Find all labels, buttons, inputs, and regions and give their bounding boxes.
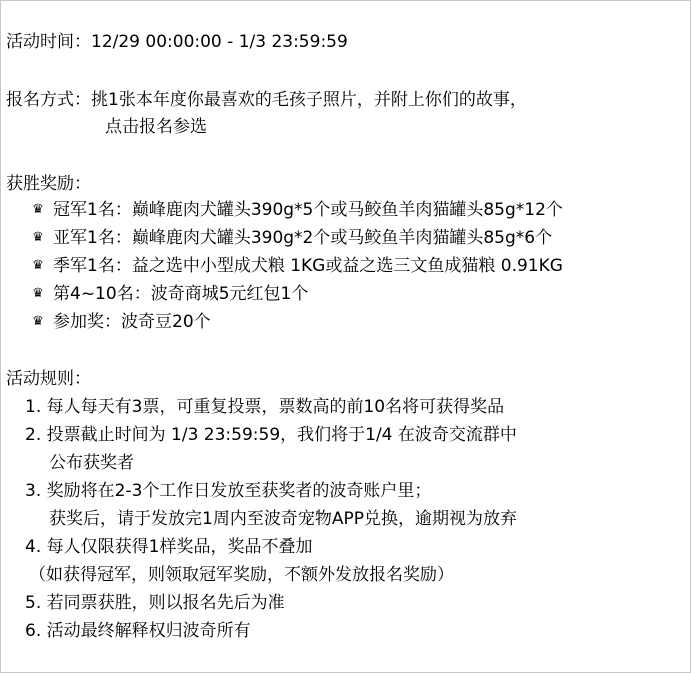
reward-item-text: 第4~10名：波奇商城5元红包1个 [53,284,309,304]
crown-icon: ♛ [32,202,44,217]
rewards-heading: 获胜奖励： [6,174,91,194]
signup-line [6,89,527,111]
rule-line: （如获得冠军，则领取冠军奖励，不额外发放报名奖励） [29,565,454,585]
rule-line: 公布获奖者 [49,453,134,473]
rule-line: 4. 每人仅限获得1样奖品，奖品不叠加 [25,537,313,557]
signup-text-line2: 点击报名参选 [105,117,207,137]
rules-heading: 活动规则： [6,369,91,389]
rule-line: 获奖后，请于发放完1周内至波奇宠物APP兑换，逾期视为放弃 [49,509,517,529]
reward-item-text: 季军1名：益之选中小型成犬粮 1KG或益之选三文鱼成猫粮 0.91KG [53,256,563,276]
reward-item-text: 冠军1名：巅峰鹿肉犬罐头390g*5个或马鲛鱼羊肉猫罐头85g*12个 [53,200,563,220]
signup-text-line1: 挑1张本年度你最喜欢的毛孩子照片，并附上你们的故事， [91,90,527,110]
signup-label: 报名方式： [6,90,91,110]
crown-icon: ♛ [32,230,44,245]
rule-line: 3. 奖励将在2-3个工作日发放至获奖者的波奇账户里； [25,481,432,501]
crown-icon: ♛ [32,286,44,301]
activity-time-value: 12/29 00:00:00 - 1/3 23:59:59 [91,32,348,52]
reward-item [29,199,563,221]
rule-line: 2. 投票截止时间为 1/3 23:59:59，我们将于1/4 在波奇交流群中 [25,425,517,445]
reward-item [29,255,563,277]
rule-line: 6. 活动最终解释权归波奇所有 [25,621,251,641]
crown-icon: ♛ [32,314,44,329]
rule-line: 1. 每人每天有3票，可重复投票，票数高的前10名将可获得奖品 [25,397,505,417]
reward-item [29,311,211,333]
rule-line: 5. 若同票获胜，则以报名先后为准 [25,593,285,613]
crown-icon: ♛ [32,258,44,273]
reward-item-text: 亚军1名：巅峰鹿肉犬罐头390g*2个或马鲛鱼羊肉猫罐头85g*6个 [53,228,553,248]
activity-time-label: 活动时间： [6,32,91,52]
reward-item-text: 参加奖：波奇豆20个 [53,312,211,332]
reward-item [29,283,308,305]
reward-item [29,227,552,249]
activity-time-line [6,31,348,53]
